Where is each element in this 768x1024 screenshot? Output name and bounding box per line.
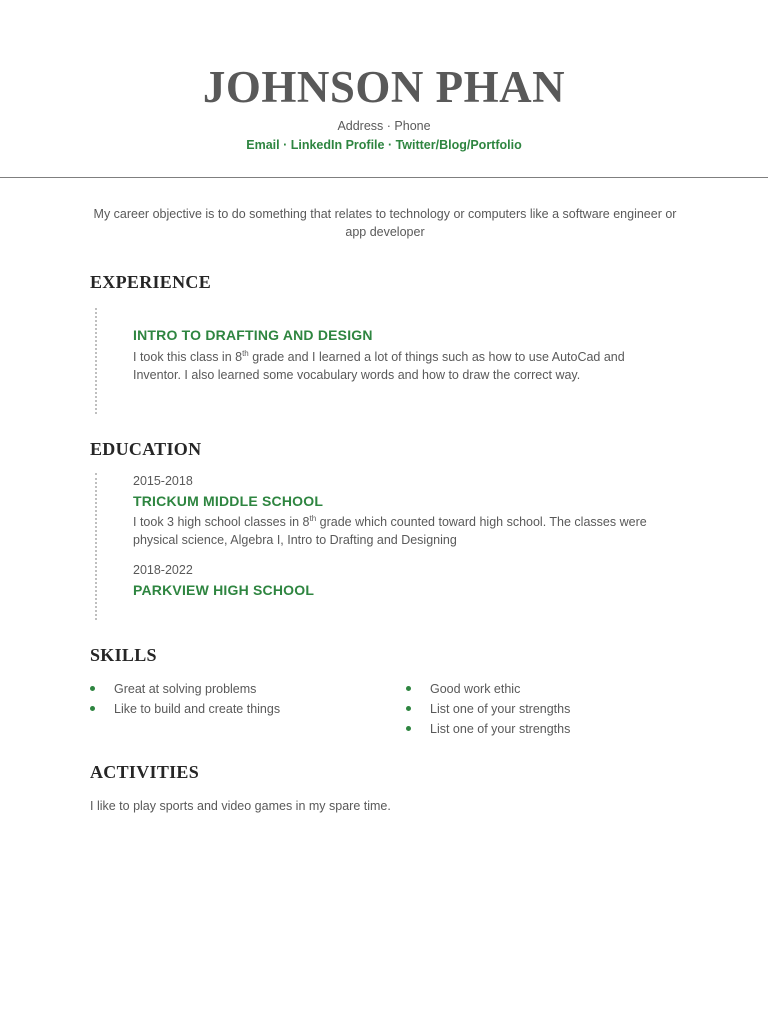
candidate-name: JOHNSON PHAN	[202, 62, 566, 112]
header-divider	[0, 177, 768, 178]
experience-timeline-line	[95, 308, 97, 414]
education-timeline-line	[95, 473, 97, 620]
resume-header	[0, 0, 768, 153]
experience-heading: EXPERIENCE	[90, 272, 212, 292]
experience-item-title: INTRO TO DRAFTING AND DESIGN	[133, 327, 373, 343]
skill-item: Great at solving problems	[90, 679, 280, 699]
education-item	[133, 562, 673, 599]
education-heading: EDUCATION	[90, 439, 202, 459]
bullet-icon	[406, 706, 411, 711]
education-item-school: TRICKUM MIDDLE SCHOOL	[133, 493, 324, 509]
education-item-school: PARKVIEW HIGH SCHOOL	[133, 582, 315, 598]
career-objective: My career objective is to do something that relates to technology or computers like a software engineer or app developer	[93, 207, 677, 239]
education-item-date: 2015-2018	[133, 474, 193, 488]
skill-item: List one of your strengths	[406, 699, 570, 719]
activities-heading: ACTIVITIES	[90, 762, 200, 782]
education-item	[133, 473, 673, 549]
bullet-icon	[90, 706, 95, 711]
skill-item: Like to build and create things	[90, 699, 280, 719]
skills-list-left	[90, 679, 280, 719]
skills-list-right	[406, 679, 570, 739]
activities-description: I like to play sports and video games in my spare time.	[90, 799, 391, 813]
bullet-icon	[406, 686, 411, 691]
education-item-date: 2018-2022	[133, 563, 193, 577]
education-item-description: I took 3 high school classes in 8th grade which counted toward high school. The classes were physical science, Algebra I, Intro to Drafting and Designing	[133, 513, 647, 547]
skills-heading: SKILLS	[90, 645, 157, 665]
contact-address-phone: Address · Phone	[337, 119, 431, 133]
experience-item-description: I took this class in 8th grade and I learned a lot of things such as how to use AutoCad and Inventor. I also learned some vocabulary words and how to draw the correct way.	[133, 348, 625, 382]
experience-item	[133, 326, 673, 384]
bullet-icon	[90, 686, 95, 691]
bullet-icon	[406, 726, 411, 731]
contact-links: Email · LinkedIn Profile · Twitter/Blog/Portfolio	[246, 138, 522, 152]
skill-item: Good work ethic	[406, 679, 570, 699]
skill-item: List one of your strengths	[406, 719, 570, 739]
